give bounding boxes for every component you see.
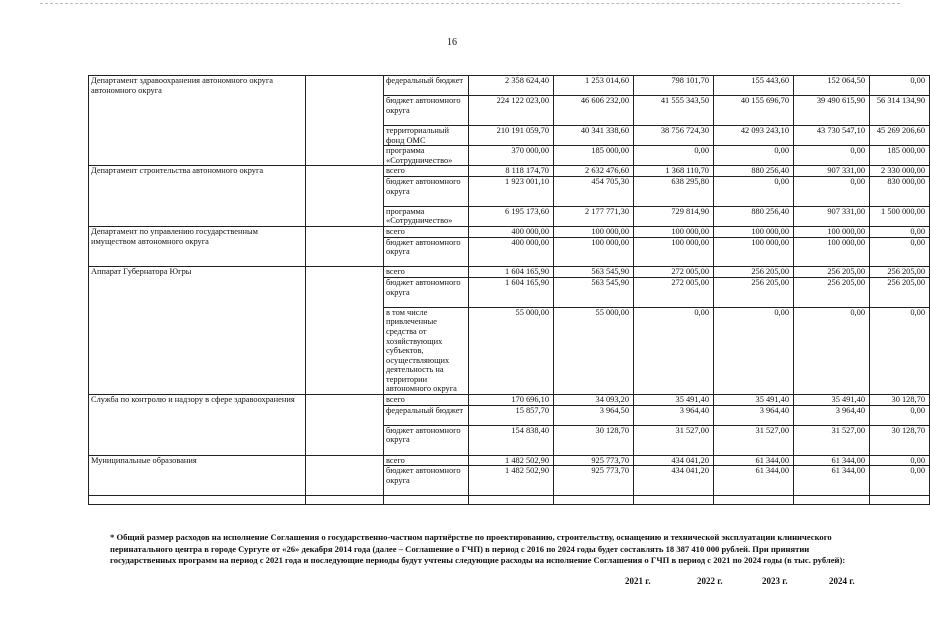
value-cell: 152 064,50 xyxy=(794,76,870,96)
value-cell: 0,00 xyxy=(794,176,870,206)
source-cell: бюджет автономного округа xyxy=(384,176,469,206)
value-cell: 0,00 xyxy=(794,307,870,394)
value-cell: 0,00 xyxy=(714,146,794,166)
year-2021: 2021 г. xyxy=(625,576,651,586)
source-cell: федеральный бюджет xyxy=(384,76,469,96)
empty-cell xyxy=(870,496,930,505)
value-cell: 170 696,10 xyxy=(469,395,554,406)
value-cell: 3 964,40 xyxy=(634,405,714,425)
value-cell: 1 253 014,60 xyxy=(554,76,634,96)
value-cell: 0,00 xyxy=(870,307,930,394)
empty-cell xyxy=(306,267,384,395)
empty-cell xyxy=(306,496,384,505)
value-cell: 2 177 771,30 xyxy=(554,206,634,226)
value-cell: 30 128,70 xyxy=(870,425,930,455)
value-cell: 2 632 476,60 xyxy=(554,166,634,177)
value-cell: 41 555 343,50 xyxy=(634,96,714,126)
empty-cell xyxy=(634,496,714,505)
value-cell: 563 545,90 xyxy=(554,277,634,307)
value-cell: 256 205,00 xyxy=(870,267,930,278)
value-cell: 272 005,00 xyxy=(634,277,714,307)
value-cell: 0,00 xyxy=(634,307,714,394)
source-cell: бюджет автономного округа xyxy=(384,237,469,267)
value-cell: 0,00 xyxy=(870,466,930,496)
empty-cell xyxy=(384,496,469,505)
value-cell: 0,00 xyxy=(870,237,930,267)
value-cell: 61 344,00 xyxy=(714,455,794,466)
value-cell: 100 000,00 xyxy=(634,237,714,267)
source-cell: всего xyxy=(384,166,469,177)
value-cell: 3 964,50 xyxy=(554,405,634,425)
value-cell: 1 368 110,70 xyxy=(634,166,714,177)
value-cell: 43 730 547,10 xyxy=(794,125,870,145)
value-cell: 0,00 xyxy=(714,176,794,206)
value-cell: 272 005,00 xyxy=(634,267,714,278)
value-cell: 100 000,00 xyxy=(634,226,714,237)
value-cell: 0,00 xyxy=(870,455,930,466)
value-cell: 31 527,00 xyxy=(714,425,794,455)
value-cell: 55 000,00 xyxy=(469,307,554,394)
value-cell: 1 482 502,90 xyxy=(469,466,554,496)
value-cell: 1 482 502,90 xyxy=(469,455,554,466)
value-cell: 45 269 206,60 xyxy=(870,125,930,145)
value-cell: 0,00 xyxy=(870,405,930,425)
value-cell: 3 964,40 xyxy=(794,405,870,425)
value-cell: 370 000,00 xyxy=(469,146,554,166)
empty-cell xyxy=(89,496,306,505)
value-cell: 907 331,00 xyxy=(794,206,870,226)
table-row xyxy=(89,267,930,278)
scan-top-line xyxy=(40,3,900,4)
empty-cell xyxy=(306,76,384,166)
value-cell: 1 923 001,10 xyxy=(469,176,554,206)
empty-cell xyxy=(554,496,634,505)
table-row xyxy=(89,166,930,177)
value-cell: 925 773,70 xyxy=(554,455,634,466)
table-row xyxy=(89,226,930,237)
value-cell: 31 527,00 xyxy=(634,425,714,455)
value-cell: 34 093,20 xyxy=(554,395,634,406)
value-cell: 185 000,00 xyxy=(554,146,634,166)
source-cell: территориальный фонд ОМС xyxy=(384,125,469,145)
value-cell: 154 838,40 xyxy=(469,425,554,455)
source-cell: программа «Сотрудничество» xyxy=(384,146,469,166)
value-cell: 40 155 696,70 xyxy=(714,96,794,126)
value-cell: 56 314 134,90 xyxy=(870,96,930,126)
value-cell: 880 256,40 xyxy=(714,206,794,226)
value-cell: 155 443,60 xyxy=(714,76,794,96)
value-cell: 925 773,70 xyxy=(554,466,634,496)
value-cell: 0,00 xyxy=(870,76,930,96)
empty-cell xyxy=(306,395,384,456)
value-cell: 1 604 165,90 xyxy=(469,267,554,278)
empty-cell xyxy=(306,455,384,495)
value-cell: 38 756 724,30 xyxy=(634,125,714,145)
value-cell: 400 000,00 xyxy=(469,226,554,237)
value-cell: 185 000,00 xyxy=(870,146,930,166)
value-cell: 798 101,70 xyxy=(634,76,714,96)
empty-cell xyxy=(306,226,384,266)
value-cell: 729 814,90 xyxy=(634,206,714,226)
value-cell: 256 205,00 xyxy=(794,267,870,278)
value-cell: 61 344,00 xyxy=(794,455,870,466)
source-cell: бюджет автономного округа xyxy=(384,425,469,455)
value-cell: 2 358 624,40 xyxy=(469,76,554,96)
empty-row xyxy=(89,496,930,505)
page-number: 16 xyxy=(447,37,457,48)
department-cell: Муниципальные образования xyxy=(89,455,306,495)
value-cell: 42 093 243,10 xyxy=(714,125,794,145)
department-cell: Аппарат Губернатора Югры xyxy=(89,267,306,395)
value-cell: 15 857,70 xyxy=(469,405,554,425)
value-cell: 100 000,00 xyxy=(554,226,634,237)
source-cell: всего xyxy=(384,455,469,466)
value-cell: 1 500 000,00 xyxy=(870,206,930,226)
department-cell: Департамент здравоохранения автономного округа автономного округа xyxy=(89,76,306,166)
year-2022: 2022 г. xyxy=(697,576,723,586)
value-cell: 61 344,00 xyxy=(794,466,870,496)
value-cell: 0,00 xyxy=(634,146,714,166)
value-cell: 100 000,00 xyxy=(714,237,794,267)
value-cell: 35 491,40 xyxy=(794,395,870,406)
value-cell: 100 000,00 xyxy=(714,226,794,237)
value-cell: 39 490 615,90 xyxy=(794,96,870,126)
table-row xyxy=(89,455,930,466)
value-cell: 2 330 000,00 xyxy=(870,166,930,177)
source-cell: всего xyxy=(384,267,469,278)
value-cell: 400 000,00 xyxy=(469,237,554,267)
value-cell: 30 128,70 xyxy=(554,425,634,455)
value-cell: 46 606 232,00 xyxy=(554,96,634,126)
value-cell: 100 000,00 xyxy=(554,237,634,267)
value-cell: 35 491,40 xyxy=(714,395,794,406)
footnote xyxy=(110,532,875,567)
value-cell: 907 331,00 xyxy=(794,166,870,177)
empty-cell xyxy=(714,496,794,505)
value-cell: 61 344,00 xyxy=(714,466,794,496)
value-cell: 830 000,00 xyxy=(870,176,930,206)
value-cell: 256 205,00 xyxy=(794,277,870,307)
department-cell: Департамент строительства автономного округа xyxy=(89,166,306,227)
value-cell: 454 705,30 xyxy=(554,176,634,206)
value-cell: 256 205,00 xyxy=(714,267,794,278)
source-cell: бюджет автономного округа xyxy=(384,96,469,126)
value-cell: 8 118 174,70 xyxy=(469,166,554,177)
value-cell: 55 000,00 xyxy=(554,307,634,394)
source-cell: бюджет автономного округа xyxy=(384,277,469,307)
value-cell: 35 491,40 xyxy=(634,395,714,406)
source-cell: программа «Сотрудничество» xyxy=(384,206,469,226)
value-cell: 100 000,00 xyxy=(794,237,870,267)
value-cell: 40 341 338,60 xyxy=(554,125,634,145)
source-cell: всего xyxy=(384,395,469,406)
year-2023: 2023 г. xyxy=(762,576,788,586)
source-cell: в том числе привлеченные средства от хозяйствующих субъектов, осуществляющих деятельность на территории автономного округа xyxy=(384,307,469,394)
table-row xyxy=(89,76,930,96)
source-cell: всего xyxy=(384,226,469,237)
value-cell: 30 128,70 xyxy=(870,395,930,406)
value-cell: 0,00 xyxy=(714,307,794,394)
value-cell: 638 295,80 xyxy=(634,176,714,206)
value-cell: 256 205,00 xyxy=(714,277,794,307)
table-row xyxy=(89,395,930,406)
value-cell: 434 041,20 xyxy=(634,466,714,496)
budget-table xyxy=(88,75,930,505)
empty-cell xyxy=(469,496,554,505)
value-cell: 0,00 xyxy=(870,226,930,237)
department-cell: Департамент по управлению государственным имуществом автономного округа xyxy=(89,226,306,266)
value-cell: 6 195 173,60 xyxy=(469,206,554,226)
year-2024: 2024 г. xyxy=(829,576,855,586)
footnote-text: * Общий размер расходов на исполнение Соглашения о государственно-частном партнёрстве по проектированию, строительству, оснащению и технической эксплуатации клинического перинатального центра в городе Сургуте от «26» декабря 2014 года (далее – Соглашение о ГЧП) в период с 2016 по 2024 годы будет составлять 18 387 410 000 рублей. При принятии государственных программ на период с 2021 года и последующие периоды будут учтены следующие расходы на исполнение Соглашения о ГЧП в период с 2021 по 2024 годы (в тыс. рублей): xyxy=(110,532,846,565)
source-cell: федеральный бюджет xyxy=(384,405,469,425)
value-cell: 31 527,00 xyxy=(794,425,870,455)
source-cell: бюджет автономного округа xyxy=(384,466,469,496)
empty-cell xyxy=(306,166,384,227)
value-cell: 563 545,90 xyxy=(554,267,634,278)
value-cell: 434 041,20 xyxy=(634,455,714,466)
value-cell: 0,00 xyxy=(794,146,870,166)
value-cell: 1 604 165,90 xyxy=(469,277,554,307)
value-cell: 100 000,00 xyxy=(794,226,870,237)
value-cell: 880 256,40 xyxy=(714,166,794,177)
value-cell: 210 191 059,70 xyxy=(469,125,554,145)
value-cell: 224 122 023,00 xyxy=(469,96,554,126)
value-cell: 256 205,00 xyxy=(870,277,930,307)
empty-cell xyxy=(794,496,870,505)
value-cell: 3 964,40 xyxy=(714,405,794,425)
department-cell: Служба по контролю и надзору в сфере здравоохранения xyxy=(89,395,306,456)
